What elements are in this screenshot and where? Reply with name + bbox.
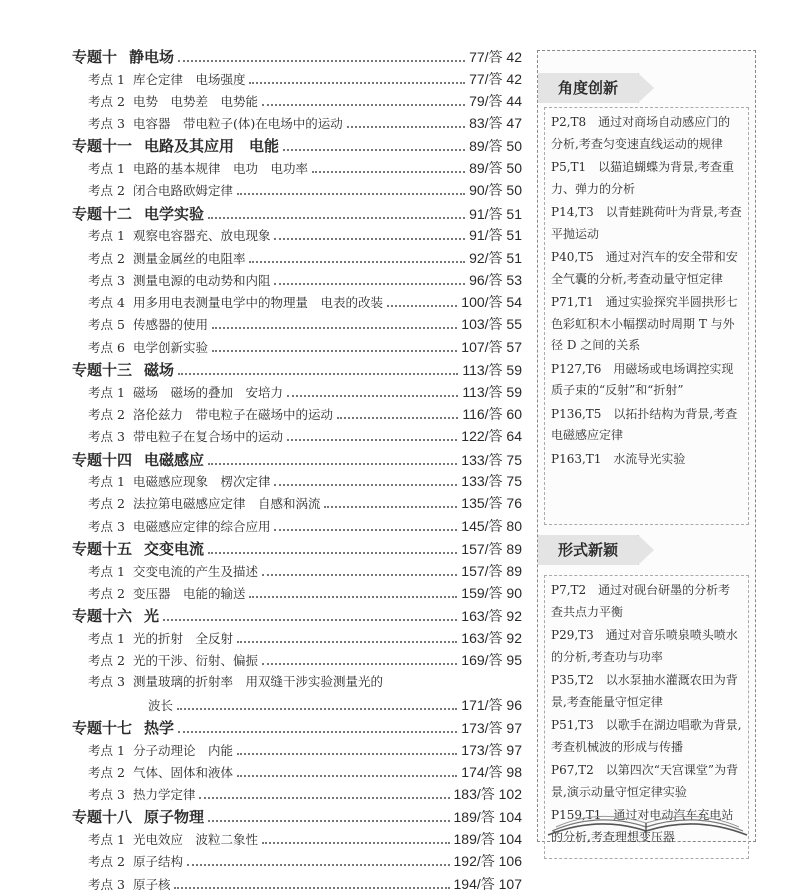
point-page: 159/答 90 — [461, 584, 522, 601]
highlight-item: P35,T2 以水泵抽水灌溉农田为背景,考查能量守恒定律 — [551, 673, 738, 709]
topic-label: 专题十四 — [72, 450, 133, 469]
point-label: 考点 4 — [88, 295, 125, 311]
leader-dots — [249, 82, 465, 84]
toc-point-row[interactable] — [72, 650, 522, 672]
section-title-innovation: 角度创新 — [538, 73, 639, 103]
point-label: 考点 3 — [88, 518, 125, 534]
toc-point-row[interactable] — [72, 382, 522, 404]
topic-page: 133/答 75 — [461, 451, 522, 468]
toc-point-row[interactable] — [72, 270, 522, 292]
point-text: 电学创新实验 — [132, 339, 208, 355]
topic-name: 电路及其应用 电能 — [144, 137, 280, 156]
leader-dots — [208, 820, 449, 822]
point-label: 考点 2 — [88, 585, 125, 601]
leader-dots — [262, 104, 465, 106]
leader-dots — [287, 395, 458, 397]
topic-label: 专题十六 — [72, 607, 133, 626]
leader-dots — [249, 261, 465, 263]
point-label: 考点 3 — [88, 787, 125, 803]
highlight-item: P67,T2 以第四次“天宫课堂”为背景,演示动量守恒定律实验 — [551, 763, 739, 799]
toc-topic-row[interactable] — [72, 806, 522, 829]
highlight-item: P2,T8 通过对商场自动感应门的分析,考查匀变速直线运动的规律 — [551, 115, 731, 151]
point-label: 考点 2 — [88, 764, 125, 780]
point-label: 考点 3 — [88, 674, 125, 690]
point-page: 96/答 53 — [469, 271, 522, 288]
highlight-item: P51,T3 以歌手在湖边唱歌为背景,考查机械波的形成与传播 — [551, 718, 742, 754]
point-text: 光的干涉、衍射、偏振 — [132, 653, 258, 669]
leader-dots — [178, 731, 457, 733]
point-text: 传感器的使用 — [132, 317, 208, 333]
topic-name: 磁场 — [144, 361, 175, 380]
point-text: 光的折射 全反射 — [132, 630, 233, 646]
point-page: 173/答 97 — [461, 741, 522, 758]
leader-dots — [283, 149, 465, 151]
topic-page: 157/答 89 — [461, 541, 522, 558]
toc-point-row[interactable] — [72, 762, 522, 784]
point-label: 考点 1 — [88, 384, 125, 400]
point-page: 77/答 42 — [469, 70, 522, 87]
point-label: 考点 6 — [88, 339, 125, 355]
topic-name: 交变电流 — [144, 540, 205, 559]
toc-point-row[interactable] — [72, 874, 522, 896]
leader-dots — [287, 439, 457, 441]
leader-dots — [274, 484, 457, 486]
point-label: 考点 3 — [88, 876, 125, 892]
topic-page: 189/答 104 — [453, 809, 522, 826]
highlight-item: P136,T5 以拓扑结构为背景,考查电磁感应定律 — [551, 406, 738, 442]
point-page: 189/答 104 — [453, 831, 522, 848]
leader-dots — [187, 864, 450, 866]
point-page: 100/答 54 — [461, 294, 522, 311]
point-label: 考点 1 — [88, 832, 125, 848]
point-text: 电势 电势差 电势能 — [132, 93, 258, 109]
point-text: 气体、固体和液体 — [132, 764, 233, 780]
sidebar-highlights — [537, 50, 756, 842]
toc-point-row[interactable] — [72, 851, 522, 873]
topic-label: 专题十七 — [72, 718, 133, 737]
topic-page: 113/答 59 — [462, 362, 522, 379]
point-page: 79/答 44 — [469, 92, 522, 109]
topic-name: 静电场 — [129, 48, 175, 66]
section-title-novel: 形式新颖 — [538, 535, 639, 565]
point-page: 103/答 55 — [461, 316, 522, 333]
point-label: 考点 1 — [88, 71, 125, 87]
point-text: 分子动理论 内能 — [132, 742, 233, 758]
point-page: 194/答 107 — [453, 875, 522, 892]
leader-dots — [178, 60, 465, 62]
point-page: 174/答 98 — [461, 763, 522, 780]
highlight-item: P163,T1 水流导光实验 — [551, 451, 686, 466]
point-text: 电路的基本规律 电功 电功率 — [132, 161, 308, 177]
point-text: 带电粒子在复合场中的运动 — [132, 429, 283, 445]
leader-dots — [274, 238, 465, 240]
point-page: 157/答 89 — [461, 562, 522, 579]
toc-point-row[interactable] — [72, 248, 522, 270]
point-text: 光电效应 波粒二象性 — [132, 832, 258, 848]
toc-point-row[interactable] — [72, 695, 522, 717]
point-page: 122/答 64 — [461, 428, 522, 445]
topic-name: 热学 — [144, 718, 175, 737]
point-text: 原子结构 — [132, 854, 183, 870]
topic-label: 专题十 — [72, 48, 118, 66]
leader-dots — [347, 126, 465, 128]
point-text: 库仑定律 电场强度 — [132, 71, 246, 87]
toc-point-row[interactable] — [72, 180, 522, 202]
point-label: 考点 3 — [88, 116, 125, 132]
highlight-item: P14,T3 以青蛙跳荷叶为背景,考查平抛运动 — [551, 205, 742, 241]
section-header-innovation — [538, 73, 755, 107]
toc-point-row[interactable] — [72, 784, 522, 806]
point-text: 洛伦兹力 带电粒子在磁场中的运动 — [132, 406, 333, 422]
point-label: 考点 1 — [88, 630, 125, 646]
toc-point-row[interactable] — [72, 292, 522, 314]
leader-dots — [177, 708, 457, 710]
toc-point-row[interactable] — [72, 337, 522, 359]
point-page: 83/答 47 — [469, 115, 522, 132]
point-label: 考点 2 — [88, 653, 125, 669]
topic-name: 光 — [144, 607, 160, 626]
leader-dots — [312, 171, 465, 173]
topic-label: 专题十八 — [72, 808, 133, 827]
leader-dots — [262, 663, 457, 665]
highlight-item: P40,T5 通过对汽车的安全带和安全气囊的分析,考查动量守恒定律 — [551, 250, 738, 286]
point-text: 电磁感应现象 楞次定律 — [132, 474, 271, 490]
leader-dots — [387, 305, 457, 307]
toc-point-row[interactable] — [72, 158, 522, 180]
topic-page: 89/答 50 — [469, 138, 522, 155]
toc-point-row[interactable] — [72, 471, 522, 493]
section-header-novel — [538, 535, 755, 569]
point-text: 波长 — [148, 697, 174, 713]
point-text: 用多用电表测量电学中的物理量 电表的改装 — [132, 295, 383, 311]
toc-point-row[interactable] — [72, 91, 522, 113]
point-text: 交变电流的产生及描述 — [132, 563, 258, 579]
leader-dots — [237, 775, 457, 777]
toc-topic-row[interactable] — [72, 135, 522, 158]
point-text: 磁场 磁场的叠加 安培力 — [132, 384, 283, 400]
topic-label: 专题十五 — [72, 540, 133, 559]
point-text: 电磁感应定律的综合应用 — [132, 518, 271, 534]
point-page: 169/答 95 — [461, 652, 522, 669]
innovation-list — [544, 107, 749, 525]
leader-dots — [249, 596, 457, 598]
leader-dots — [178, 373, 458, 375]
topic-page: 77/答 42 — [469, 49, 522, 65]
toc-point-row[interactable] — [72, 225, 522, 247]
point-page: 91/答 51 — [469, 227, 522, 244]
leader-dots — [237, 193, 465, 195]
point-text: 热力学定律 — [132, 787, 196, 803]
leader-dots — [274, 283, 465, 285]
point-label: 考点 3 — [88, 272, 125, 288]
point-text: 测量电源的电动势和内阻 — [132, 272, 271, 288]
leader-dots — [237, 753, 457, 755]
highlight-item: P7,T2 通过对砚台研墨的分析考查共点力平衡 — [551, 583, 731, 619]
open-book-icon — [538, 801, 757, 841]
point-text: 闭合电路欧姆定律 — [132, 183, 233, 199]
point-text: 原子核 — [132, 876, 171, 892]
leader-dots — [208, 217, 465, 219]
topic-page: 163/答 92 — [461, 608, 522, 625]
highlight-item: P71,T1 通过实验探究半圆拱形七色彩虹积木小幅摆动时周期 T 与外径 D 之间的关系 — [551, 295, 738, 352]
leader-dots — [237, 641, 457, 643]
point-text: 观察电容器充、放电现象 — [132, 228, 271, 244]
toc-point-row[interactable] — [72, 314, 522, 336]
point-label: 考点 2 — [88, 854, 125, 870]
leader-dots — [163, 619, 457, 621]
topic-page: 91/答 51 — [469, 205, 522, 222]
highlight-item: P159,T1 通过对电动汽车充电站的分析,考查理想变压器 — [551, 808, 734, 844]
point-page: 171/答 96 — [461, 696, 522, 713]
point-label: 考点 1 — [88, 474, 125, 490]
leader-dots — [174, 887, 449, 889]
toc-topic-row[interactable] — [72, 605, 522, 628]
highlight-item: P5,T1 以猫追蝴蝶为背景,考查重力、弹力的分析 — [551, 160, 734, 196]
toc-point-row[interactable] — [72, 829, 522, 851]
point-page: 92/答 51 — [469, 249, 522, 266]
point-text: 法拉第电磁感应定律 自感和涡流 — [132, 496, 321, 512]
leader-dots — [199, 797, 449, 799]
toc-topic-row[interactable] — [72, 359, 522, 382]
point-page: 163/答 92 — [461, 629, 522, 646]
toc-topic-row[interactable] — [72, 449, 522, 472]
highlight-item: P127,T6 用磁场或电场调控实现质子束的“反射”和“折射” — [551, 361, 734, 397]
topic-name: 电磁感应 — [144, 450, 205, 469]
leader-dots — [337, 417, 458, 419]
toc-point-row[interactable] — [72, 113, 522, 135]
point-label: 考点 5 — [88, 317, 125, 333]
leader-dots — [208, 552, 457, 554]
point-label: 考点 1 — [88, 563, 125, 579]
point-page: 135/答 76 — [461, 495, 522, 512]
leader-dots — [262, 842, 450, 844]
leader-dots — [208, 463, 457, 465]
leader-dots — [212, 350, 457, 352]
topic-page: 173/答 97 — [461, 719, 522, 736]
point-page: 116/答 60 — [462, 405, 522, 422]
leader-dots — [274, 529, 457, 531]
leader-dots — [324, 506, 457, 508]
toc-topic-row[interactable] — [72, 717, 522, 740]
table-of-contents — [72, 46, 522, 896]
topic-name: 原子物理 — [144, 808, 205, 827]
toc-point-row[interactable] — [72, 628, 522, 650]
leader-dots — [212, 327, 457, 329]
point-text: 测量金属丝的电阻率 — [132, 250, 246, 266]
point-label: 考点 1 — [88, 161, 125, 177]
point-label: 考点 2 — [88, 250, 125, 266]
toc-point-row[interactable] — [72, 583, 522, 605]
highlight-item: P29,T3 通过对音乐喷泉喷头喷水的分析,考查功与功率 — [551, 628, 738, 664]
point-label: 考点 1 — [88, 742, 125, 758]
point-page: 113/答 59 — [462, 383, 522, 400]
toc-point-row[interactable] — [72, 672, 522, 694]
leader-dots — [262, 574, 457, 576]
point-label: 考点 1 — [88, 228, 125, 244]
toc-point-row[interactable] — [72, 493, 522, 515]
point-text: 测量玻璃的折射率 用双缝干涉实验测量光的 — [132, 674, 383, 690]
toc-point-row[interactable] — [72, 516, 522, 538]
point-page: 90/答 50 — [469, 182, 522, 199]
point-text: 变压器 电能的输送 — [132, 585, 246, 601]
toc-topic-row[interactable] — [72, 46, 522, 69]
point-page: 89/答 50 — [469, 160, 522, 177]
toc-point-row[interactable] — [72, 740, 522, 762]
point-label: 考点 2 — [88, 406, 125, 422]
point-text: 电容器 带电粒子(体)在电场中的运动 — [132, 116, 343, 132]
point-label: 考点 3 — [88, 429, 125, 445]
point-label: 考点 2 — [88, 183, 125, 199]
toc-topic-row[interactable] — [72, 203, 522, 226]
point-page: 133/答 75 — [461, 473, 522, 490]
topic-label: 专题十二 — [72, 204, 133, 223]
topic-label: 专题十三 — [72, 361, 133, 380]
toc-topic-row[interactable] — [72, 538, 522, 561]
toc-point-row[interactable] — [72, 69, 522, 91]
toc-point-row[interactable] — [72, 561, 522, 583]
point-label: 考点 2 — [88, 496, 125, 512]
point-page: 192/答 106 — [453, 853, 522, 870]
point-page: 145/答 80 — [461, 517, 522, 534]
point-label: 考点 2 — [88, 93, 125, 109]
point-page: 107/答 57 — [461, 338, 522, 355]
toc-point-row[interactable] — [72, 404, 522, 426]
topic-label: 专题十一 — [72, 137, 133, 156]
point-page: 183/答 102 — [453, 786, 522, 803]
topic-name: 电学实验 — [144, 204, 205, 223]
toc-point-row[interactable] — [72, 426, 522, 448]
